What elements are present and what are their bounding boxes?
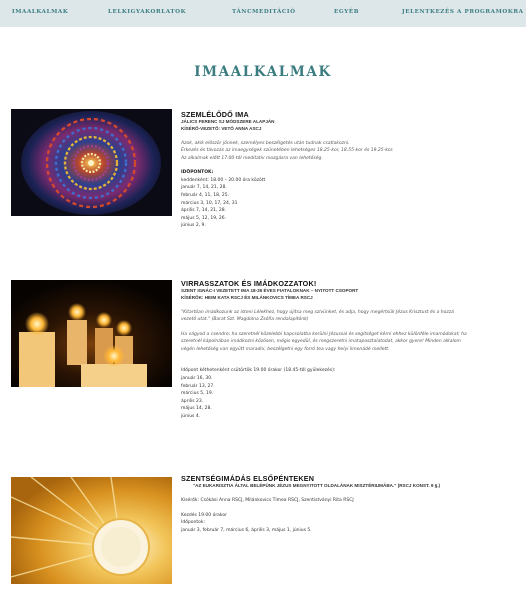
monstrance-icon: [11, 477, 172, 584]
description-line: Ha vágyod a csendre; ha szeretnél közelebbi kapcsolatba kerülni Jézussal és segítséget kérni ehhez különféle imamódokat; ha: [181, 331, 467, 337]
section-title: SZENTSÉGIMÁDÁS ELSŐPÉNTEKEN: [181, 474, 315, 483]
date-line: február 13, 27.: [181, 383, 215, 389]
description-line: Azok, akik először jönnek, személyes beszélgetés után tudnak csatlakozni.: [181, 140, 350, 146]
date-line: június 4.: [181, 413, 201, 419]
candles-icon: [11, 280, 172, 387]
description-line: Az alkalmak előtt 17.00-től meditatív mozgásra van lehetőség.: [181, 155, 323, 161]
section-quote: "AZ EUKARISZTIA ÁLTAL BELÉPÜNK JÉZUS MEGNYITOTT OLDALÁNAK MISZTÉRIUMÁBA." (RSCJ KONST. 9 §.): [193, 483, 441, 489]
stained-glass-spiral-icon: [11, 109, 172, 216]
schedule-intro: Időpont kéthetenként csütörtök 19.00 órakor (18.45-től gyülekezés):: [181, 368, 336, 374]
section-subtitle: JÁLICS FERENC SJ MÓDSZERE ALAPJÁN: [181, 119, 275, 125]
schedule-label: IDŐPONTOK:: [181, 170, 214, 176]
nav-item-tancmeditacio[interactable]: TÁNCMEDITÁCIÓ: [232, 9, 296, 15]
nav-item-egyeb[interactable]: EGYÉB: [334, 9, 360, 15]
top-navigation: [0, 0, 526, 27]
date-line: május 5, 12, 19, 26.: [181, 215, 227, 221]
monstrance-image: [11, 477, 172, 584]
date-line: május 14, 28.: [181, 406, 212, 412]
description-line: Érkezés és távozás az imaegységek szünetében lehetséges 18.25-kor, 18.55-kor és 19.25-kor.: [181, 148, 394, 154]
schedule-intro: keddenként: 18.00 – 20.00 óra között: [181, 177, 266, 183]
page-title: IMAALKALMAK: [194, 64, 332, 80]
nav-item-imaalkalmak[interactable]: IMAALKALMAK: [12, 9, 69, 15]
quote-line: vezető utat." (Barat Szt. Magdolna Zsófia rendalapítónk): [181, 317, 309, 323]
date-line: április 23.: [181, 398, 204, 404]
dates-line: január 3, február 7, március 6, április 3, május 1, június 5.: [181, 527, 312, 533]
quote-line: "Kitartóan imádkozunk az isteni Lélekhez, hogy újítsa meg szívünket, és adja, hogy megértsük Jézus Krisztust és a hozzá: [181, 309, 454, 315]
date-line: március 3, 10, 17, 24, 31: [181, 200, 238, 206]
nav-item-lelkigyakorlatok[interactable]: LELKIGYAKORLATOK: [108, 9, 187, 15]
section-virrasszatok: [181, 279, 516, 420]
nav-item-jelentkezes[interactable]: JELENTKEZÉS A PROGRAMOKRA: [402, 9, 524, 15]
candles-image: [11, 280, 172, 387]
companions-line: Kísérők: Csókási Anna RSCJ, Milánkovics Tímea RSCJ, Szentistványi Rita RSCJ: [181, 498, 354, 504]
section-subtitle: KÍSÉRŐ-VEZETŐ: VETŐ ANNA ASCJ: [181, 126, 262, 132]
description-line: szeretnél kápolnában imádkozni közösen, mégis egyedül, és megszeretni imatapasztalatodat, akkor gyere! Minden alkalom: [181, 339, 461, 345]
date-line: április 7, 14, 21, 28.: [181, 208, 227, 214]
date-line: március 5, 19.: [181, 391, 214, 397]
stained-glass-image: [11, 109, 172, 216]
section-szemlelodo-ima: [181, 110, 516, 230]
section-title: SZEMLÉLŐDŐ IMA: [181, 110, 249, 119]
section-title: VIRRASSZATOK ÉS IMÁDKOZZATOK!: [181, 279, 317, 288]
section-subtitle: SZENT IGNÁC-I VEZETETT IMA 18-35 ÉVES FIATALOKNAK – NYITOTT CSOPORT: [181, 288, 359, 294]
date-line: január 16, 30.: [181, 375, 213, 381]
section-subtitle: KÍSÉRŐK: HEIM KATA RSCJ ÉS MILÁNKOVICS TÍMEA RSCJ: [181, 295, 313, 301]
date-line: június 2, 9.: [181, 223, 206, 229]
section-szentsegimadas: [181, 474, 516, 534]
description-line: végén lehetőség van együtt maradni, beszélgetni egy forró tea vagy helyi limonádé mellett.: [181, 346, 390, 352]
date-line: január 7, 14, 21, 28.: [181, 185, 227, 191]
schedule-label: Időpontok:: [181, 520, 206, 526]
start-time: Kezdés 19.00 órakor: [181, 512, 227, 518]
date-line: február 4, 11, 18, 25.: [181, 192, 230, 198]
